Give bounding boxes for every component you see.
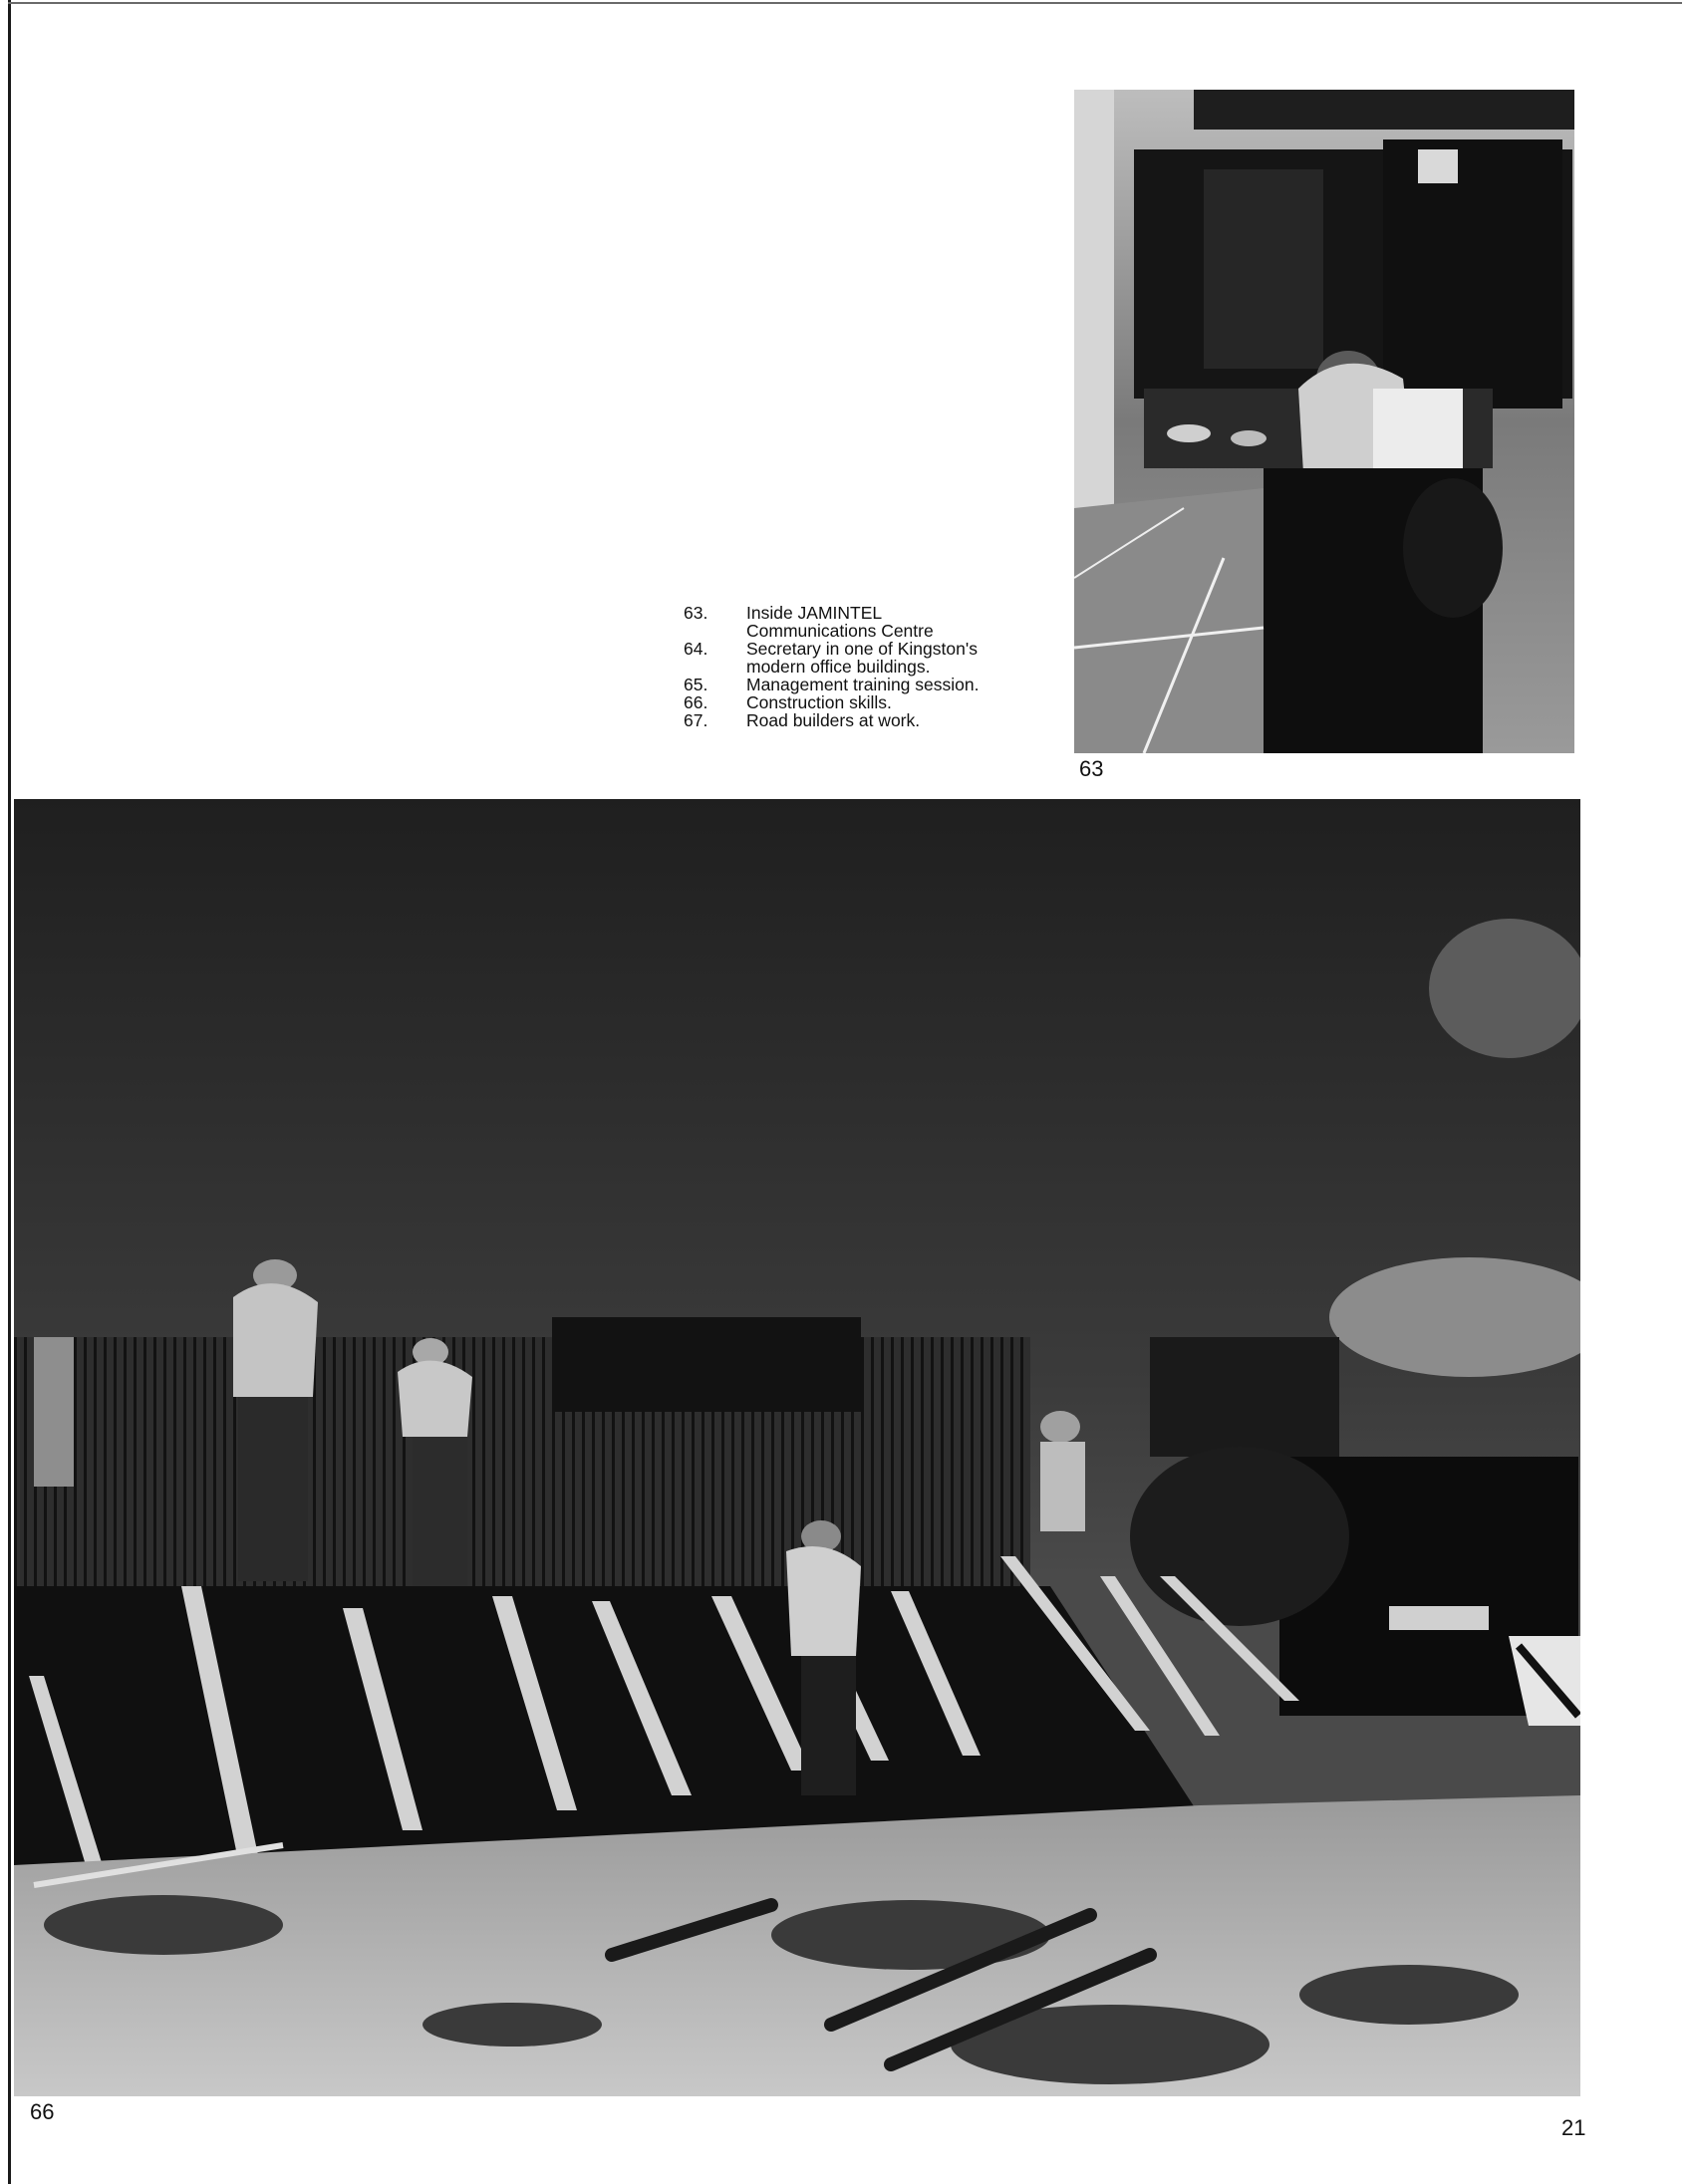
photo-number-63: 63 xyxy=(1079,756,1104,781)
caption-number: 64. xyxy=(684,639,708,659)
caption-list xyxy=(684,604,1082,729)
photo-63-illustration xyxy=(1074,90,1574,753)
caption-item xyxy=(684,640,1082,676)
caption-number: 67. xyxy=(684,710,708,730)
caption-item xyxy=(684,711,1082,729)
caption-text: Road builders at work. xyxy=(746,710,921,730)
photo-66-illustration xyxy=(14,799,1580,2096)
photo-construction-site xyxy=(14,799,1580,2096)
caption-item xyxy=(684,604,1082,640)
page-number: 21 xyxy=(1561,2115,1586,2140)
page-top-edge xyxy=(8,2,1682,4)
photo-communications-centre xyxy=(1074,90,1574,753)
caption-text: Inside JAMINTEL Communications Centre xyxy=(746,603,934,641)
caption-number: 63. xyxy=(684,603,708,623)
caption-text: Management training session. xyxy=(746,675,980,694)
page-border-line xyxy=(8,0,11,2184)
caption-text: Secretary in one of Kingston's modern office buildings. xyxy=(746,639,978,677)
caption-text: Construction skills. xyxy=(746,692,892,712)
caption-number: 65. xyxy=(684,675,708,694)
caption-item xyxy=(684,676,1082,693)
photo-number-66: 66 xyxy=(30,2099,55,2124)
caption-item xyxy=(684,693,1082,711)
caption-number: 66. xyxy=(684,692,708,712)
